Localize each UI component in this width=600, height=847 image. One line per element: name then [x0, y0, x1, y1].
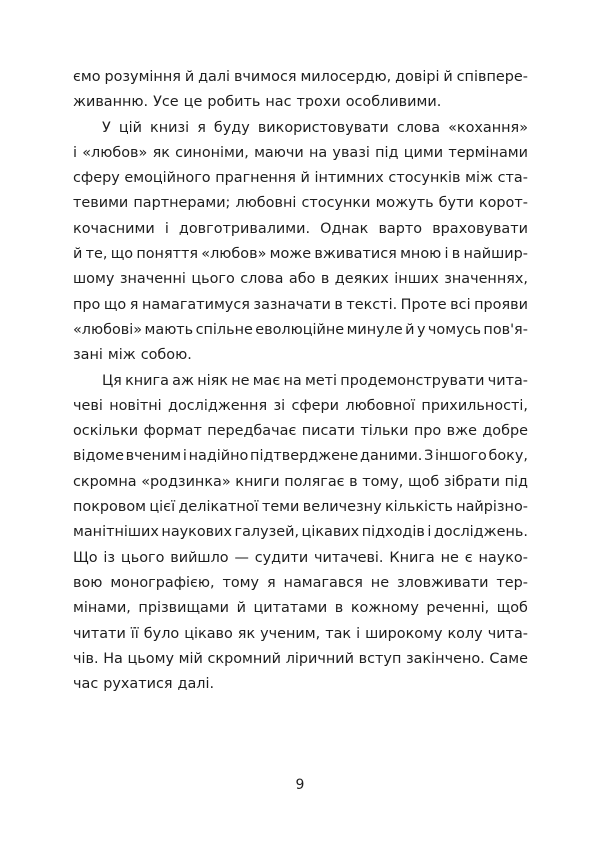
word: книги — [235, 473, 280, 490]
word: довірі — [395, 69, 440, 85]
text-line — [73, 672, 528, 697]
word: монографією, — [110, 574, 215, 591]
word: далі — [198, 69, 231, 85]
word: вченим — [125, 448, 182, 465]
word: тер- — [496, 574, 528, 591]
word: на — [308, 144, 328, 161]
word: «кохання» — [448, 119, 528, 136]
word: між — [107, 347, 136, 364]
word: трохи — [296, 94, 341, 111]
word: деяких — [334, 271, 389, 288]
word: рухатися — [103, 676, 173, 693]
text-line — [73, 343, 528, 368]
word: вже — [446, 423, 477, 440]
word: й — [405, 321, 415, 338]
word: оскільки — [73, 423, 139, 440]
word: скромна — [73, 473, 137, 490]
word: відоме — [73, 448, 124, 465]
word: зібрати — [443, 473, 501, 490]
word: і — [444, 246, 449, 263]
word: під — [504, 473, 528, 490]
word: кожному — [350, 600, 419, 617]
text-line — [73, 217, 528, 242]
word: і — [182, 448, 187, 465]
word: покровом — [73, 499, 146, 516]
word: що — [103, 296, 127, 313]
word: минуле — [346, 321, 403, 338]
word: намагатимуся — [141, 296, 250, 313]
word: любовної — [345, 397, 416, 414]
text-line — [73, 166, 528, 191]
word: полягає — [284, 473, 345, 490]
text-line — [73, 622, 528, 647]
word: бути — [438, 195, 474, 212]
word: маючи — [254, 144, 304, 161]
word: і — [356, 625, 361, 642]
text-line — [73, 520, 528, 545]
word: реченні, — [426, 600, 490, 617]
word: ємо — [73, 69, 101, 85]
word: делікатної — [178, 499, 259, 516]
word: слова — [240, 271, 284, 288]
page-number: 9 — [295, 777, 305, 793]
word: шому — [73, 271, 115, 288]
word: я — [266, 574, 276, 591]
word: кочасними — [73, 220, 155, 237]
word: що — [110, 246, 134, 263]
word: чомусь — [427, 321, 481, 338]
word: вою — [73, 574, 103, 591]
word: продемонструвати — [340, 372, 485, 389]
text-line — [73, 318, 528, 343]
word: термінами — [448, 144, 528, 161]
word: вступ — [358, 650, 402, 667]
word: величезну — [302, 499, 382, 516]
word: формат — [143, 423, 202, 440]
word: під — [375, 144, 399, 161]
word: інших — [394, 271, 439, 288]
word: й — [236, 600, 246, 617]
word: писати — [301, 423, 355, 440]
word: Що — [73, 549, 98, 566]
word: Проте — [400, 296, 447, 313]
word: чита- — [487, 372, 528, 389]
word: зані — [73, 347, 103, 364]
word: або — [288, 271, 316, 288]
word: прагнення — [215, 170, 296, 187]
word: так — [325, 625, 352, 642]
word: чів. — [73, 650, 99, 667]
word: ученим, — [260, 625, 321, 642]
text-line — [73, 470, 528, 495]
word: можуть — [375, 195, 434, 212]
word: й — [73, 246, 83, 263]
word: даними. — [360, 448, 423, 465]
word: вийшло — [170, 549, 229, 566]
word: робить — [207, 94, 261, 111]
word: судити — [254, 549, 309, 566]
word: я — [129, 296, 139, 313]
word: чеві — [73, 397, 103, 414]
word: про — [73, 296, 101, 313]
text-line — [73, 394, 528, 419]
word: ліричний — [285, 650, 354, 667]
word: час — [73, 676, 99, 693]
word: тому, — [362, 473, 404, 490]
word: варто — [378, 220, 423, 237]
word: нас — [265, 94, 292, 111]
word: тільки — [360, 423, 409, 440]
word: стосунки — [301, 195, 371, 212]
word: тевими — [73, 195, 129, 212]
word: вчимося — [233, 69, 297, 85]
word: книзі — [150, 119, 190, 136]
word: цьому — [127, 650, 174, 667]
text-line — [73, 242, 528, 267]
word: науко- — [478, 549, 528, 566]
word: в — [334, 296, 343, 313]
word: книга — [125, 372, 169, 389]
word: я — [197, 119, 206, 136]
word: із — [103, 549, 116, 566]
word: партнерами; — [133, 195, 231, 212]
word: милосердю, — [300, 69, 392, 85]
word: «любов» — [82, 144, 148, 161]
word: собою. — [140, 347, 192, 364]
word: і — [427, 524, 432, 541]
word: намагався — [283, 574, 363, 591]
word: любовні — [235, 195, 297, 212]
word: чита- — [487, 625, 528, 642]
word: в — [349, 473, 358, 490]
word: синоніми, — [175, 144, 249, 161]
word: надійно — [188, 448, 249, 465]
word: наукових — [161, 524, 233, 541]
word: цими — [403, 144, 444, 161]
word: цитатами — [253, 600, 328, 617]
word: новітні — [109, 397, 162, 414]
word: вживатися — [314, 246, 397, 263]
word: прояви — [474, 296, 528, 313]
word: особливими. — [345, 94, 442, 111]
word: увазі — [332, 144, 370, 161]
word: цій — [118, 119, 142, 136]
word: мною — [400, 246, 442, 263]
word: прізвищами — [138, 600, 230, 617]
word: в — [451, 246, 461, 263]
word: широкому — [365, 625, 443, 642]
word: в — [334, 600, 344, 617]
word: значенні — [119, 271, 186, 288]
text-line — [73, 141, 528, 166]
word: є — [464, 549, 473, 566]
word: довготривалими. — [178, 220, 311, 237]
word: З — [424, 448, 434, 465]
word: як — [237, 625, 256, 642]
word: досліджень. — [433, 524, 528, 541]
word: емоційного — [124, 170, 211, 187]
word: теми — [261, 499, 300, 516]
word: сферу — [73, 170, 120, 187]
word: й — [443, 69, 453, 85]
word: Однак — [320, 220, 369, 237]
text-line — [73, 571, 528, 596]
word: живанню. — [73, 94, 149, 111]
text-line — [73, 293, 528, 318]
body-text — [73, 65, 528, 697]
word: прихильності, — [421, 397, 528, 414]
word: щоб — [496, 600, 528, 617]
word: спільне — [195, 321, 253, 338]
word: добре — [482, 423, 528, 440]
word: сфери — [291, 397, 340, 414]
word: іншого — [435, 448, 487, 465]
word: цієї — [149, 499, 176, 516]
word: «любов» — [201, 246, 267, 263]
word: розуміння — [104, 69, 181, 85]
word: і — [164, 220, 169, 237]
word: кількість — [384, 499, 453, 516]
word: поняття — [136, 246, 199, 263]
word: дослідження — [168, 397, 268, 414]
word: й — [300, 170, 310, 187]
word: має — [252, 372, 281, 389]
text-line — [73, 495, 528, 520]
word: може — [269, 246, 312, 263]
word: боку, — [488, 448, 528, 465]
word: пов'я- — [483, 321, 528, 338]
word: галузей, — [234, 524, 300, 541]
word: ста- — [497, 170, 528, 187]
word: Саме — [489, 650, 528, 667]
word: буду — [213, 119, 250, 136]
word: скромний — [207, 650, 282, 667]
word: закінчено. — [406, 650, 485, 667]
word: підтверджене — [250, 448, 359, 465]
word: підходів — [361, 524, 425, 541]
word: інтимних — [314, 170, 384, 187]
word: — — [234, 549, 249, 566]
text-line — [73, 647, 528, 672]
word: те, — [85, 246, 108, 263]
text-line — [73, 596, 528, 621]
word: й — [184, 69, 195, 85]
word: на — [283, 372, 302, 389]
word: У — [102, 119, 111, 136]
word: мають — [144, 321, 194, 338]
word: Ця — [102, 372, 122, 389]
word: про — [413, 423, 442, 440]
word: як — [152, 144, 170, 161]
word: читачеві. — [314, 549, 384, 566]
word: використовувати — [257, 119, 389, 136]
word: тому — [222, 574, 260, 591]
word: в — [320, 271, 330, 288]
word: мінами, — [73, 600, 131, 617]
text-line — [73, 267, 528, 292]
word: цікавих — [301, 524, 360, 541]
word: і — [73, 144, 77, 161]
word: було — [143, 625, 180, 642]
text-line — [73, 369, 528, 394]
text-line — [73, 116, 528, 141]
word: всі — [450, 296, 471, 313]
word: корот- — [478, 195, 528, 212]
word: цього — [120, 549, 165, 566]
word: співпере- — [456, 69, 528, 85]
word: найшир- — [463, 246, 528, 263]
word: мій — [178, 650, 203, 667]
text-line — [73, 546, 528, 571]
word: слова — [396, 119, 441, 136]
word: еволюційне — [255, 321, 345, 338]
word: зі — [273, 397, 286, 414]
word: між — [465, 170, 493, 187]
word: «любові» — [73, 321, 143, 338]
text-line — [73, 444, 528, 469]
word: значеннях, — [444, 271, 528, 288]
text-line — [73, 90, 528, 115]
word: це — [183, 94, 203, 111]
word: далі. — [177, 676, 215, 693]
word: щоб — [407, 473, 440, 490]
word: враховувати — [432, 220, 528, 237]
word: зловживати — [396, 574, 489, 591]
word: не — [231, 372, 250, 389]
word: не — [370, 574, 390, 591]
text-line — [73, 65, 528, 90]
word: тексті. — [346, 296, 398, 313]
word: Усе — [153, 94, 179, 111]
word: у — [416, 321, 426, 338]
word: читати — [73, 625, 126, 642]
word: «родзинка» — [141, 473, 231, 490]
word: ніяк — [197, 372, 228, 389]
word: найрізно- — [456, 499, 528, 516]
word: її — [130, 625, 139, 642]
word: аж — [172, 372, 194, 389]
word: Книга — [389, 549, 435, 566]
word: зазначати — [253, 296, 331, 313]
word: передбачає — [207, 423, 297, 440]
word: не — [440, 549, 459, 566]
word: На — [103, 650, 123, 667]
word: цікаво — [184, 625, 233, 642]
text-line — [73, 419, 528, 444]
word: стосунків — [388, 170, 461, 187]
word: колу — [447, 625, 483, 642]
word: цього — [191, 271, 235, 288]
text-line — [73, 191, 528, 216]
word: меті — [304, 372, 338, 389]
word: манітніших — [73, 524, 159, 541]
